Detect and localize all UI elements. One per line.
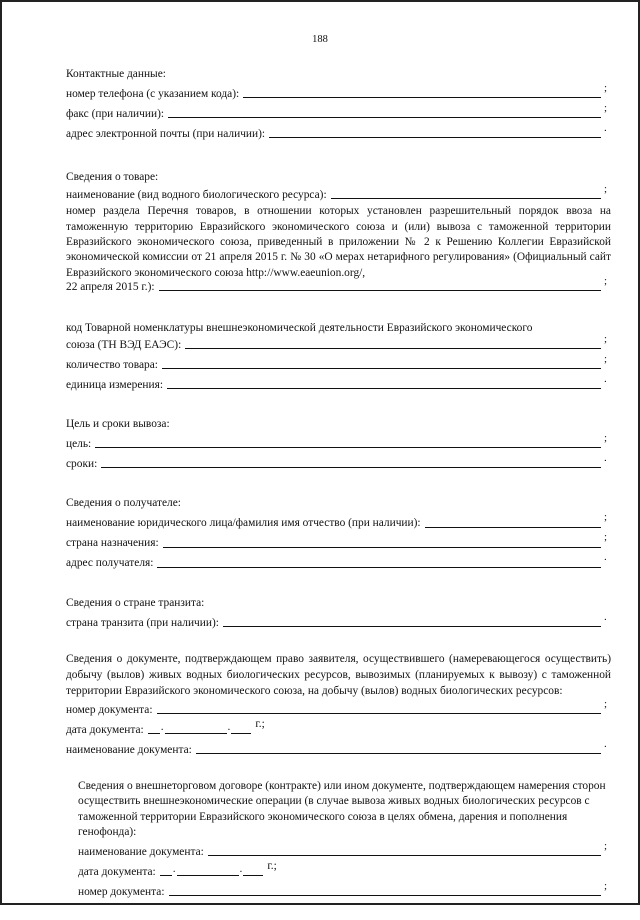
unit-field[interactable] [167,388,601,389]
recipient-title: Сведения о получателе: [66,497,181,510]
transit-row [66,612,611,632]
catch-name-field[interactable] [196,753,601,754]
terms-field[interactable] [101,467,601,468]
terms-label: сроки: [66,458,98,471]
code-section [66,320,611,394]
unit-row [66,374,611,394]
country-label: страна назначения: [66,537,159,550]
transit-end: . [604,610,607,623]
trade-number-field[interactable] [169,895,602,896]
catch-name-end: . [604,737,607,750]
catch-name-label: наименование документа: [66,743,192,756]
purpose-title: Цель и сроки вывоза: [66,418,170,431]
email-row [66,123,611,143]
trade-name-row [78,841,611,861]
trade-name-field[interactable] [208,855,601,856]
list-section-text: номер раздела Перечня товаров, в отношении которых установлен разрешительный порядок ввоза на таможенную территорию Евразийского экономического союза и (или) вывоза с таможенной территории Евразийского экономического союза, приведенный в приложении № 2 к Решению Коллегии Евразийской экономической комиссии от 21 апреля 2015 г. № 30 «О мерах нетарифного регулирования» (Официальный сайт Евразийского экономического союза http://www.eaeunion.org/, [66,205,611,279]
catch-date-row: дата документа: . . г.; [66,719,611,739]
quantity-field[interactable] [162,368,601,369]
quantity-label: количество товара: [66,358,158,371]
trade-number-label: номер документа: [78,885,165,898]
trade-name-label: наименование документа: [78,845,204,858]
trade-month-field[interactable] [177,863,239,876]
email-end: . [604,122,607,134]
page-number: 188 [312,34,328,45]
terms-end: . [604,452,607,465]
recipient-name-label: наименование юридического лица/фамилия имя отчество (при наличии): [66,517,421,530]
trade-doc-section [66,779,611,901]
country-end: ; [604,531,608,544]
list-section-row [66,274,611,296]
phone-label: номер телефона (с указанием кода): [66,88,240,100]
goods-title: Сведения о товаре: [66,171,159,184]
recipient-section [66,495,611,572]
fax-field[interactable] [168,117,601,118]
code-row [66,332,611,354]
list-section-label: 22 апреля 2015 г.): [66,280,155,293]
trade-date-label: дата документа: [78,865,156,878]
catch-day-field[interactable] [148,721,160,734]
address-row [66,553,611,573]
address-field[interactable] [157,567,601,568]
unit-end: . [604,372,607,385]
code-text: код Товарной номенклатуры внешнеэкономической деятельности Евразийского экономического [66,321,533,334]
catch-number-label: номер документа: [66,703,153,716]
form-content [66,66,611,920]
catch-number-row [66,699,611,719]
catch-date-suffix: г.; [255,717,265,730]
catch-number-field[interactable] [157,713,602,714]
fax-label: факс (при наличии): [66,108,165,120]
country-field[interactable] [163,547,601,548]
goal-row [66,433,611,453]
catch-doc-title: Сведения о документе, подтверждающем право заявителя, осуществившего (намеревающегося осуществить) добычу (вылов) живых водных биологических ресурсов, вывозимых (планируемых к вывозу) с таможенной территории Евразийского экономического союза, на добычу (вылов) водных биологических ресурсов: [66,652,611,697]
catch-doc-section [66,651,611,759]
purpose-section [66,416,611,473]
code-end: ; [604,332,608,345]
catch-date-label: дата документа: [66,723,144,736]
recipient-name-end: ; [604,511,608,524]
trade-year-field[interactable] [243,863,263,876]
contacts-title: Контактные данные: [66,68,166,80]
trade-date-suffix: г.; [267,859,277,872]
trade-day-field[interactable] [160,863,172,876]
phone-row [66,83,611,103]
contacts-section [66,66,611,143]
transit-field[interactable] [223,626,601,627]
transit-section [66,595,611,632]
address-end: . [604,551,607,564]
fax-row [66,103,611,123]
goods-section [66,169,611,296]
goal-end: ; [604,432,608,445]
terms-row [66,453,611,473]
quantity-row [66,354,611,374]
phone-end: ; [604,82,608,94]
trade-number-row [78,881,611,901]
trade-date-row: дата документа: . . г.; [78,861,611,881]
fax-end: ; [604,102,608,114]
goods-name-end: ; [604,183,608,196]
recipient-name-row [66,513,611,533]
code-label: союза (ТН ВЭД ЕАЭС): [66,338,182,351]
goal-field[interactable] [95,447,601,448]
transit-label: страна транзита (при наличии): [66,616,219,629]
recipient-name-field[interactable] [425,527,601,528]
catch-month-field[interactable] [165,721,227,734]
trade-name-end: ; [604,839,608,852]
goods-name-row [66,183,611,204]
trade-doc-title: Сведения о внешнеторговом договоре (контракте) или ином документе, подтверждающем намерения сторон осуществить внешнеэкономические операции (в случае вывоза живых водных биологических ресурсов с таможенной территории Евразийского экономического союза в целях обмена, дарения и пополнения генофонда): [78,779,606,839]
goods-name-field[interactable] [331,198,601,199]
goods-name-label: наименование (вид водного биологического ресурса): [66,189,327,202]
phone-field[interactable] [243,97,601,98]
goal-label: цель: [66,438,92,451]
list-section-field[interactable] [159,290,601,291]
email-field[interactable] [269,137,601,138]
unit-label: единица измерения: [66,378,164,391]
catch-number-end: ; [604,697,608,710]
transit-title: Сведения о стране транзита: [66,596,205,609]
address-label: адрес получателя: [66,557,154,570]
email-label: адрес электронной почты (при наличии): [66,128,266,140]
country-row [66,533,611,553]
code-field[interactable] [185,348,601,349]
catch-year-field[interactable] [231,721,251,734]
catch-name-row [66,739,611,759]
quantity-end: ; [604,352,608,365]
list-section-end: ; [604,274,608,287]
trade-number-end: ; [604,879,608,892]
